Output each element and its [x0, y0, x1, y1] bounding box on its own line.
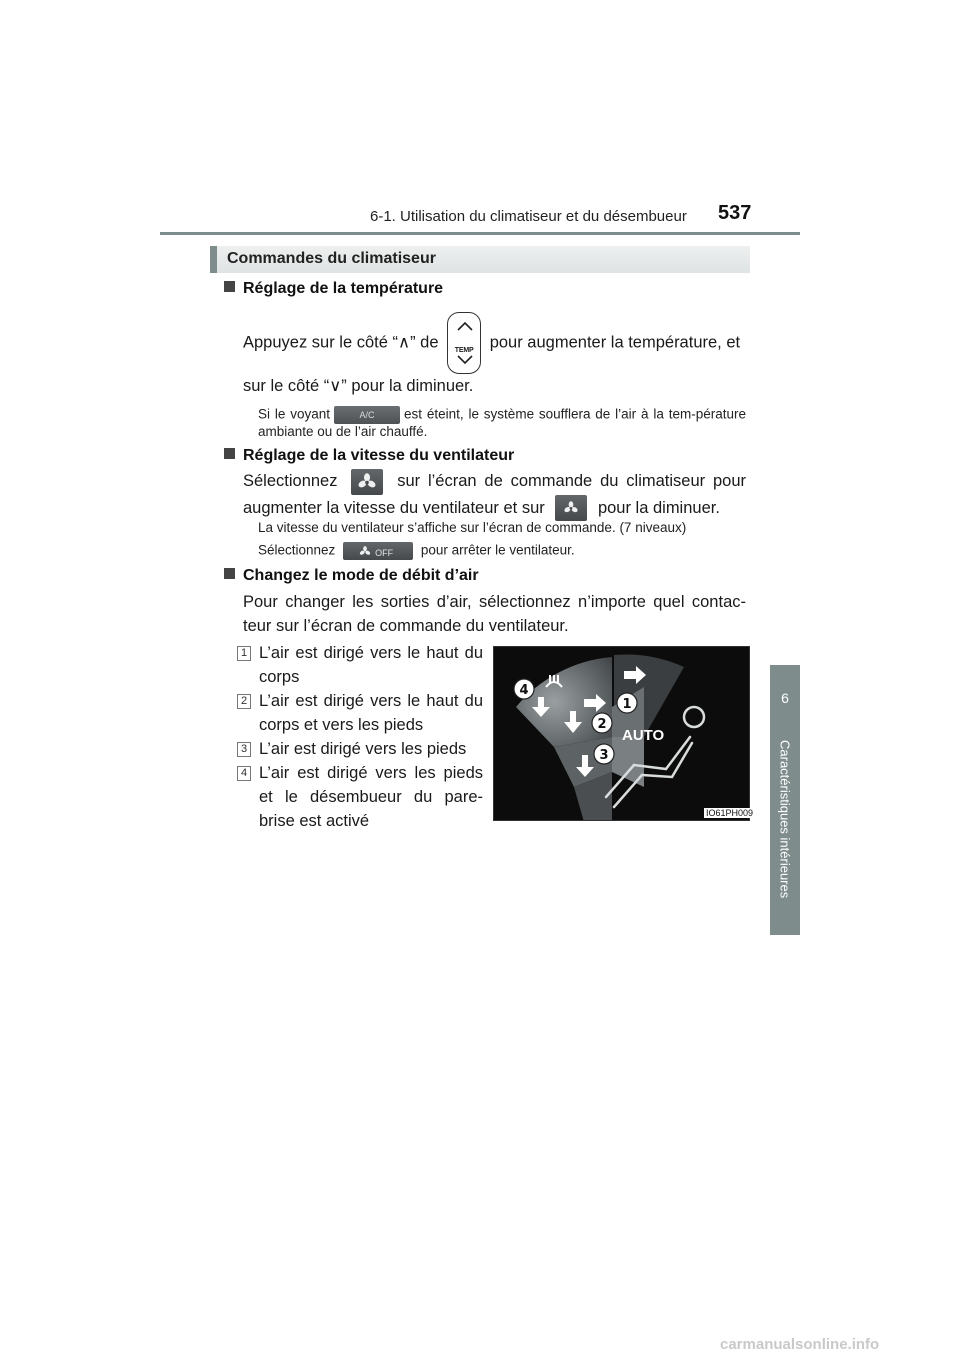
fan-icon	[358, 473, 376, 491]
list-item: 2 L’air est dirigé vers le haut du corps et vers les pieds	[237, 689, 483, 737]
illustration-code: IO61PH009	[706, 808, 754, 818]
callout-number: 2	[237, 694, 251, 709]
airflow-paragraph: Pour changer les sorties d’air, sélectionnez n’importe quel contac-teur sur l’écran de commande du ventilateur.	[243, 593, 746, 635]
ac-button-icon: A/C	[334, 406, 400, 424]
chevron-down-icon	[457, 355, 473, 365]
page-number: 537	[718, 202, 752, 224]
airflow-mode-illustration	[493, 646, 750, 821]
watermark: carmanualsonline.info	[720, 1336, 880, 1353]
side-tab-number: 6	[781, 690, 789, 706]
airflow-heading: Changez le mode de débit d’air	[224, 567, 479, 585]
fan-note-2: Sélectionnez OFF pour arrêter le ventilateur.	[258, 542, 575, 558]
fan-icon	[359, 546, 371, 557]
fan-paragraph: Sélectionnez sur l’écran de commande du climatiseur pour augmenter la vitesse du ventilateur et sur pour la diminuer.	[243, 468, 746, 521]
list-item: 3 L’air est dirigé vers les pieds	[237, 737, 483, 761]
fan-increase-button-icon	[351, 469, 383, 495]
callout-2: 2	[597, 717, 607, 732]
fan-decrease-button-icon	[555, 495, 587, 521]
callout-3: 3	[599, 748, 609, 763]
temperature-note: Si le voyant A/C est éteint, le système soufflera de l’air à la tem-pérature ambiante ou de l’air chauffé.	[258, 406, 746, 439]
fan-heading: Réglage de la vitesse du ventilateur	[224, 447, 514, 465]
temp-button-icon: TEMP	[447, 312, 481, 374]
callout-1: 1	[622, 697, 632, 712]
callout-number: 4	[237, 766, 251, 781]
section-title: Commandes du climatiseur	[227, 250, 436, 267]
list-item: 1 L’air est dirigé vers le haut du corps	[237, 641, 483, 689]
airflow-screen-image	[494, 647, 750, 821]
callout-number: 1	[237, 646, 251, 661]
callout-number: 3	[237, 742, 251, 757]
callout-4: 4	[519, 683, 529, 698]
fan-note-1: La vitesse du ventilateur s’affiche sur l’écran de commande. (7 niveaux)	[258, 520, 687, 535]
chapter-title: 6-1. Utilisation du climatiseur et du désembueur	[370, 208, 687, 225]
header-rule	[160, 232, 800, 235]
fan-small-icon	[564, 501, 578, 515]
temperature-paragraph: Appuyez sur le côté “∧” de TEMP pour augmenter la température, et	[243, 312, 746, 374]
auto-label: AUTO	[622, 727, 665, 744]
chevron-up-icon	[457, 321, 473, 331]
square-bullet-icon	[224, 281, 235, 292]
list-item: 4 L’air est dirigé vers les pieds et le désembueur du pare-brise est activé	[237, 761, 483, 833]
airflow-mode-list	[237, 641, 483, 833]
fan-off-button-icon: OFF	[343, 542, 413, 560]
temperature-paragraph-2: sur le côté “∨” pour la diminuer.	[243, 377, 474, 395]
section-heading-bar	[210, 246, 750, 273]
square-bullet-icon	[224, 448, 235, 459]
side-tab-label: Caractéristiques intérieures	[777, 740, 793, 899]
square-bullet-icon	[224, 568, 235, 579]
temperature-heading: Réglage de la température	[224, 280, 443, 298]
